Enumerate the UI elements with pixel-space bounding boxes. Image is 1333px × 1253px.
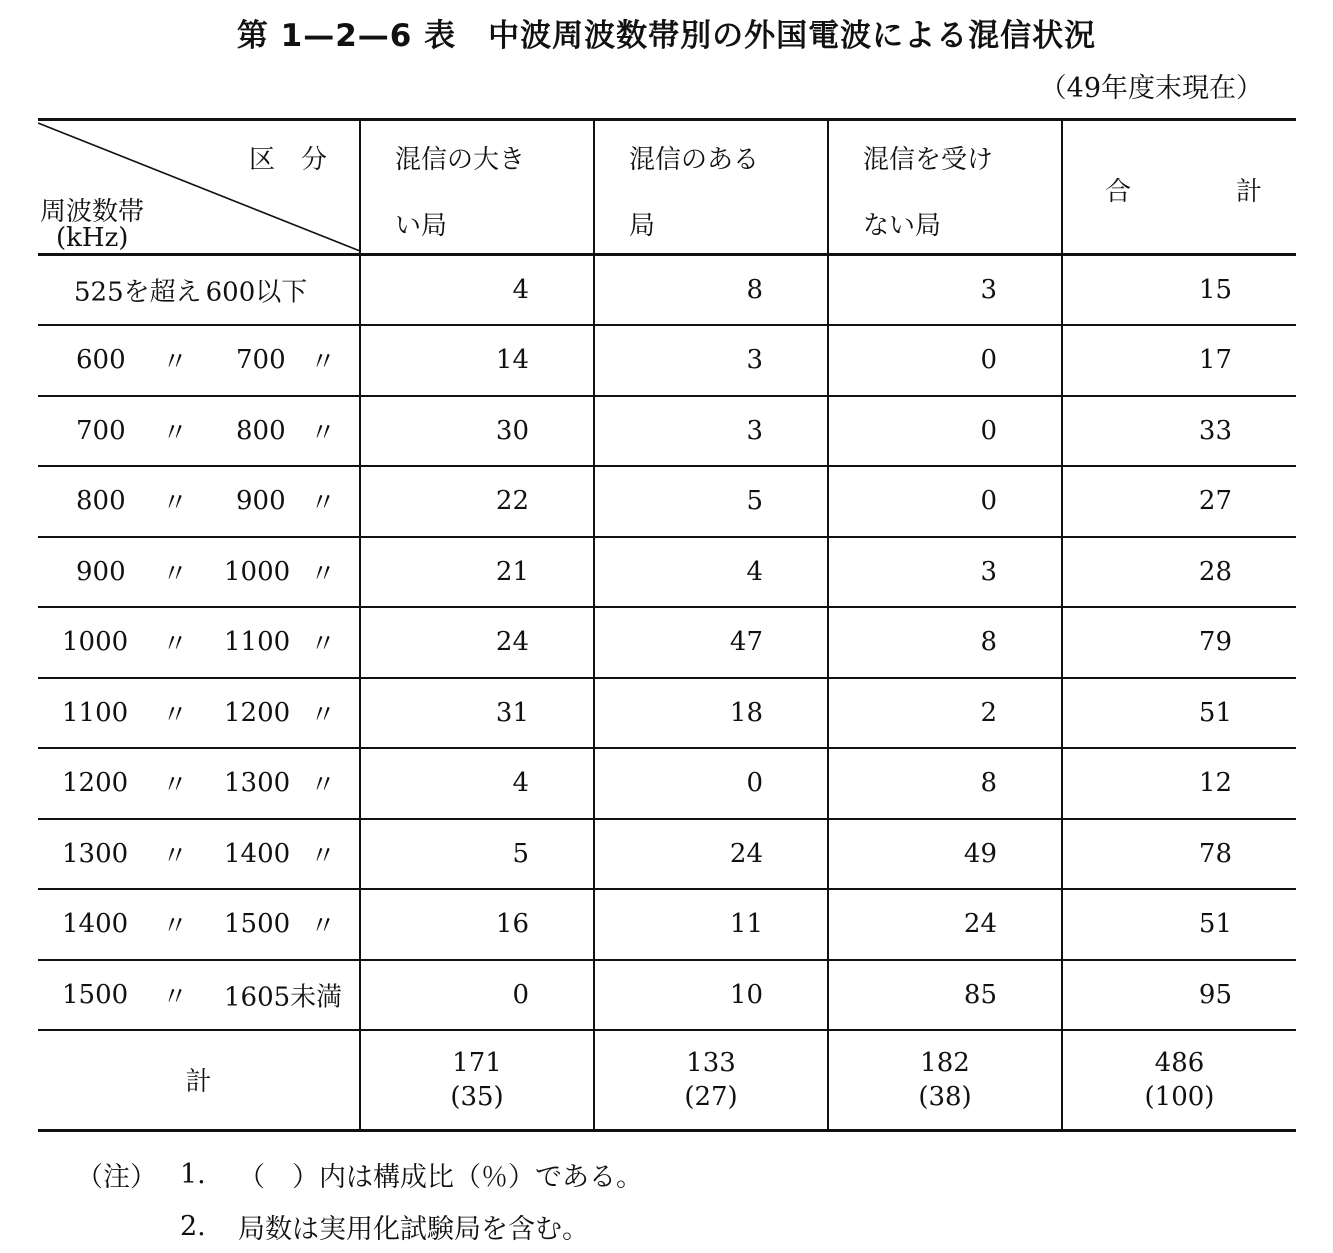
band-cell: [38, 537, 360, 608]
total-none: [828, 1030, 1062, 1130]
col-header-large-l1: 混信の大き: [395, 145, 526, 175]
header-row: [38, 120, 1296, 255]
cell-total: 28: [1062, 537, 1296, 608]
kubun-label: 区分: [248, 145, 353, 175]
table-row: [38, 607, 1296, 678]
total-total-pct: (100): [1144, 1081, 1215, 1112]
total-some: [594, 1030, 828, 1130]
band-to: 900: [236, 486, 286, 517]
note-2: [76, 1200, 643, 1252]
cell-large: 5: [360, 819, 594, 890]
cell-large: 16: [360, 889, 594, 960]
cell-none: 0: [828, 396, 1062, 467]
cell-large: 0: [360, 960, 594, 1031]
band-cell: [38, 889, 360, 960]
col-header-none-l1: 混信を受け: [863, 145, 994, 175]
cell-total: 79: [1062, 607, 1296, 678]
cell-large: 22: [360, 466, 594, 537]
total-row: [38, 1030, 1296, 1130]
total-some-value: 133: [686, 1047, 736, 1078]
notes: [76, 1148, 643, 1252]
cell-total: 95: [1062, 960, 1296, 1031]
band-cell: [38, 255, 360, 326]
table-row: [38, 748, 1296, 819]
band-from: 1000: [62, 627, 129, 658]
cell-none: 24: [828, 889, 1062, 960]
total-none-value: 182: [920, 1047, 970, 1078]
cell-some: 3: [594, 325, 828, 396]
band-to: 1100: [224, 627, 291, 658]
table-row: [38, 537, 1296, 608]
table-row: [38, 889, 1296, 960]
cell-none: 49: [828, 819, 1062, 890]
table-row: [38, 396, 1296, 467]
col-header-total: [1062, 120, 1296, 255]
ditto-mark: 〃: [310, 700, 337, 731]
col-header-some-l1: 混信のある: [629, 145, 760, 175]
band-from: 1500: [62, 979, 129, 1010]
col-header-large: [360, 120, 594, 255]
cell-none: 0: [828, 466, 1062, 537]
band-to: 1400: [224, 838, 291, 869]
cell-none: 85: [828, 960, 1062, 1031]
ditto-mark: 〃: [310, 418, 337, 449]
band-cell: [38, 396, 360, 467]
cell-large: 24: [360, 607, 594, 678]
band-from: 1300: [62, 838, 129, 869]
band-to: 1200: [224, 697, 291, 728]
cell-some: 0: [594, 748, 828, 819]
cell-some: 47: [594, 607, 828, 678]
band-from: 600: [76, 345, 126, 376]
ditto-mark: 〃: [162, 841, 189, 872]
band-from: 700: [76, 415, 126, 446]
table-row: [38, 255, 1296, 326]
ditto-mark: 〃: [310, 911, 337, 942]
cell-some: 18: [594, 678, 828, 749]
cell-none: 8: [828, 748, 1062, 819]
cell-none: 0: [828, 325, 1062, 396]
cell-large: 4: [360, 255, 594, 326]
ditto-mark: 〃: [162, 982, 189, 1013]
band-from: 900: [76, 556, 126, 587]
band-to: 700: [236, 345, 286, 376]
note-1: [76, 1148, 643, 1200]
band-from: 1200: [62, 768, 129, 799]
note-head: （注）: [76, 1161, 157, 1193]
col-header-some: [594, 120, 828, 255]
ditto-mark: 〃: [162, 911, 189, 942]
cell-none: 2: [828, 678, 1062, 749]
note-1-text: （ ）内は構成比（％）である。: [238, 1161, 643, 1193]
cell-large: 4: [360, 748, 594, 819]
ditto-mark: 〃: [162, 559, 189, 590]
band-from: 525を超え: [74, 277, 202, 308]
cell-large: 31: [360, 678, 594, 749]
interference-table: [38, 118, 1296, 1132]
cell-some: 11: [594, 889, 828, 960]
note-1-num: 1.: [180, 1158, 206, 1190]
table-title: 第 1—2—6 表 中波周波数帯別の外国電波による混信状況: [236, 18, 1097, 54]
total-label: 計: [38, 1030, 360, 1130]
band-cell: [38, 748, 360, 819]
cell-total: 51: [1062, 889, 1296, 960]
band-cell: [38, 960, 360, 1031]
col-header-total-b: 計: [1235, 177, 1262, 207]
cell-large: 14: [360, 325, 594, 396]
band-from: 1100: [62, 697, 129, 728]
cell-total: 51: [1062, 678, 1296, 749]
ditto-mark: 〃: [162, 770, 189, 801]
col-header-none-l2: ない局: [863, 211, 942, 241]
total-none-pct: (38): [918, 1081, 972, 1112]
cell-none: 3: [828, 255, 1062, 326]
ditto-mark: 〃: [310, 488, 337, 519]
table-row: [38, 466, 1296, 537]
cell-total: 78: [1062, 819, 1296, 890]
band-range: [74, 272, 307, 309]
cell-some: 8: [594, 255, 828, 326]
ditto-mark: 〃: [310, 347, 337, 378]
band-to: 600以下: [205, 277, 308, 308]
cell-some: 5: [594, 466, 828, 537]
as-of-date: （49年度末現在）: [1039, 73, 1263, 104]
cell-total: 27: [1062, 466, 1296, 537]
cell-total: 15: [1062, 255, 1296, 326]
total-total-value: 486: [1154, 1047, 1205, 1078]
band-to: 1605未満: [224, 982, 343, 1013]
band-cell: [38, 466, 360, 537]
cell-some: 4: [594, 537, 828, 608]
ditto-mark: 〃: [310, 841, 337, 872]
table-row: [38, 678, 1296, 749]
cell-some: 24: [594, 819, 828, 890]
cell-total: 17: [1062, 325, 1296, 396]
total-large: [360, 1030, 594, 1130]
band-to: 1300: [224, 768, 291, 799]
ditto-mark: 〃: [162, 629, 189, 660]
total-large-value: 171: [452, 1047, 502, 1078]
col-header-total-a: 合: [1105, 177, 1132, 207]
ditto-mark: 〃: [162, 700, 189, 731]
table-row: [38, 960, 1296, 1031]
corner-header: [38, 120, 360, 255]
cell-total: 12: [1062, 748, 1296, 819]
band-to: 1000: [224, 556, 291, 587]
note-2-text: 局数は実用化試験局を含む。: [238, 1213, 589, 1245]
cell-none: 8: [828, 607, 1062, 678]
ditto-mark: 〃: [162, 347, 189, 378]
band-cell: [38, 607, 360, 678]
ditto-mark: 〃: [310, 770, 337, 801]
col-header-some-l2: 局: [629, 211, 656, 241]
table-row: [38, 325, 1296, 396]
col-header-none: [828, 120, 1062, 255]
table-row: [38, 819, 1296, 890]
total-large-pct: (35): [450, 1081, 504, 1112]
band-cell: [38, 678, 360, 749]
band-to: 1500: [224, 909, 291, 940]
cell-none: 3: [828, 537, 1062, 608]
ditto-mark: 〃: [310, 559, 337, 590]
ditto-mark: 〃: [162, 418, 189, 449]
band-from: 1400: [62, 909, 129, 940]
total-total: [1062, 1030, 1296, 1130]
band-cell: [38, 819, 360, 890]
ditto-mark: 〃: [162, 488, 189, 519]
cell-large: 21: [360, 537, 594, 608]
band-cell: [38, 325, 360, 396]
total-some-pct: (27): [684, 1081, 738, 1112]
col-header-large-l2: い局: [395, 211, 448, 241]
cell-some: 10: [594, 960, 828, 1031]
ditto-mark: 〃: [310, 629, 337, 660]
note-2-num: 2.: [180, 1210, 206, 1242]
cell-large: 30: [360, 396, 594, 467]
band-to: 800: [236, 415, 286, 446]
band-unit: (kHz): [56, 223, 129, 253]
band-from: 800: [76, 486, 126, 517]
cell-some: 3: [594, 396, 828, 467]
cell-total: 33: [1062, 396, 1296, 467]
band-label: 周波数帯: [40, 197, 145, 227]
